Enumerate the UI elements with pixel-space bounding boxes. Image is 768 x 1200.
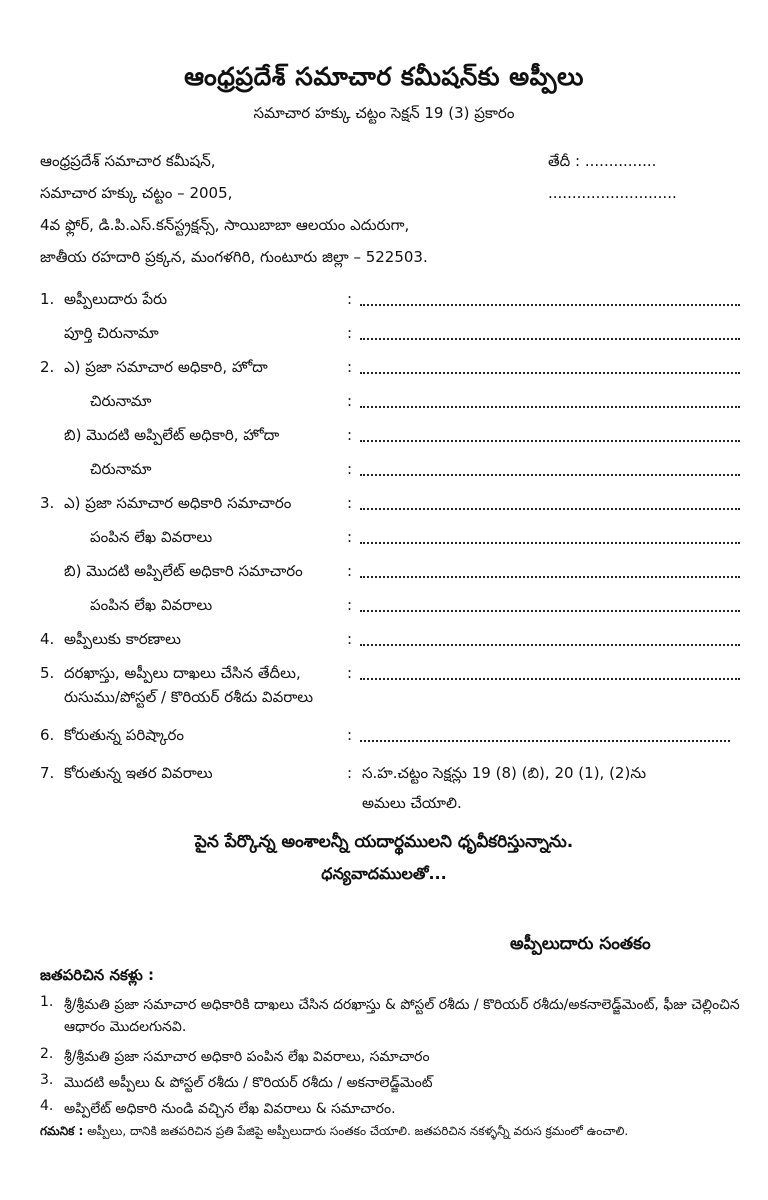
field-row-filing-dates[interactable] [40,664,740,686]
note-label: గమనిక : [40,1124,84,1138]
field-row-faa-designation[interactable] [40,426,740,448]
field-number: 4. [40,630,55,648]
field-colon: : [347,460,353,478]
field-row-faa-address[interactable] [40,460,740,482]
field-label: కోరుతున్న ఇతర వివరాలు [64,764,213,782]
field-row-pio-designation[interactable] [40,358,740,380]
field-number: 5. [40,664,55,682]
enclosure-item [40,1098,740,1120]
field-label: పూర్తి చిరునామా [64,324,159,342]
field-number: 7. [40,764,55,782]
enclosure-text: శ్రీ/శ్రీమతి ప్రజా సమాచార అధికారికి దాఖలు చేసిన దరఖాస్తు & పోస్టల్ రశీదు / కొరియర్ రశీదు/అకనాలెడ్జ్‌మెంట్, ఫీజు చెల్లించిన ఆధారం మొదలగునవి. [64,997,740,1035]
fill-line[interactable] [360,508,740,510]
fill-line[interactable] [360,542,740,544]
enclosure-item [40,1046,740,1068]
note-text: అప్పీలు, దానికి జతపరిచిన ప్రతి పేజిపై అప్పీలుదారు సంతకం చేయాలి. జతపరిచిన నకళ్ళన్నీ వరుస క్రమంలో ఉంచాలి. [87,1124,629,1138]
field-row-other-details [40,764,740,786]
field-colon: : [347,324,353,342]
fill-line[interactable] [360,644,740,646]
address-line-2: సమాచార హక్కు చట్టం – 2005, [40,184,233,202]
field-number: 3. [40,494,55,512]
field-row-relief-sought[interactable] [40,726,740,748]
field-label: అప్పీలుకు కారణాలు [64,630,181,648]
field-colon: : [347,664,353,682]
field-7-value-line-2: అమలు చేయాలి. [362,794,462,812]
fill-line[interactable] [360,440,740,442]
field-label: బి) మొదటి అప్పిలేట్ అధికారి, హోదా [64,426,280,444]
note [40,1124,740,1141]
field-label: బి) మొదటి అప్పిలేట్ అధికారి సమాచారం [64,562,303,580]
form-subtitle: సమాచార హక్కు చట్టం సెక్షన్ 19 (3) ప్రకారం [253,104,515,122]
field-colon: : [347,290,353,308]
field-label: దరఖాస్తు, అప్పీలు దాఖలు చేసిన తేదీలు, [64,664,301,682]
field-row-other-details-cont [40,794,740,816]
declaration-text: పైన పేర్కొన్న అంశాలన్నీ యదార్థములని ధృవీకరిస్తున్నాను. [194,832,574,852]
field-colon: : [347,494,353,512]
enclosure-item [40,1072,740,1094]
date-value: ............... [584,152,657,170]
fill-line[interactable] [360,338,740,340]
fill-line[interactable] [360,678,740,680]
field-number: 1. [40,290,55,308]
field-colon: : [347,358,353,376]
field-colon: : [347,630,353,648]
field-7-value-line-1: స.హ.చట్టం సెక్షన్లు 19 (8) (బి), 20 (1), (2)ను [362,764,647,782]
field-row-full-address[interactable] [40,324,740,346]
field-row-fee-receipt [40,688,740,710]
fill-line[interactable] [360,474,740,476]
address-line-1: ఆంధ్రప్రదేశ్ సమాచార కమీషన్, [40,152,216,170]
address-line-3: 4వ ఫ్లోర్, డి.పి.ఎస్.కన్‌స్ట్రక్షన్స్, సాయిబాబా ఆలయం ఎదురుగా, [40,216,410,234]
date-second-line[interactable]: ........................... [548,184,677,202]
enclosure-text: మొదటి అప్పీలు & పోస్టల్ రశీదు / కొరియర్ రశీదు / అకనాలెడ్జ్‌మెంట్ [64,1075,433,1091]
date-label: తేదీ : [548,152,581,170]
field-colon: : [347,392,353,410]
form-title: ఆంధ్రప్రదేశ్ సమాచార కమీషన్‌కు అప్పీలు [184,62,584,91]
field-row-appeal-reasons[interactable] [40,630,740,652]
field-label: పంపిన లేఖ వివరాలు [90,528,213,546]
fill-line[interactable] [360,610,740,612]
fill-line[interactable] [360,740,730,742]
date-field[interactable] [548,152,656,174]
field-row-pio-info[interactable] [40,494,740,516]
field-number: 6. [40,726,55,744]
enclosure-item [40,994,740,1038]
enclosures-heading: జతపరిచిన నకళ్లు : [40,966,154,984]
field-number: 2. [40,358,55,376]
enclosure-number: 4. [40,1098,54,1114]
field-row-pio-letter-details[interactable] [40,528,740,550]
enclosure-number: 3. [40,1072,54,1088]
field-colon: : [347,726,353,744]
field-colon: : [347,596,353,614]
enclosure-number: 2. [40,1046,54,1062]
field-colon: : [347,426,353,444]
fill-line[interactable] [360,372,740,374]
fill-line[interactable] [360,576,740,578]
enclosure-text: అప్పిలేట్ అధికారి నుండి వచ్చిన లేఖ వివరాలు & సమాచారం. [64,1101,396,1117]
fill-line[interactable] [360,304,740,306]
field-row-faa-info[interactable] [40,562,740,584]
field-label: ఎ) ప్రజా సమాచార అధికారి, హోదా [64,358,268,376]
field-row-faa-letter-details[interactable] [40,596,740,618]
field-label: అప్పీలుదారు పేరు [64,290,168,308]
enclosure-text: శ్రీ/శ్రీమతి ప్రజా సమాచార అధికారి పంపిన లేఖ వివరాలు, సమాచారం [64,1049,430,1065]
thanks-text: ధన్యవాదములతో... [321,864,447,883]
field-label: చిరునామా [90,460,152,478]
field-label: కోరుతున్న పరిష్కారం [64,726,184,744]
signature-label: అప్పీలుదారు సంతకం [510,934,651,954]
field-label: పంపిన లేఖ వివరాలు [90,596,213,614]
field-label: రుసుము/పోస్టల్ / కొరియర్ రశీదు వివరాలు [64,688,314,706]
field-colon: : [347,562,353,580]
fill-line[interactable] [360,406,740,408]
field-label: ఎ) ప్రజా సమాచార అధికారి సమాచారం [64,494,292,512]
field-label: చిరునామా [90,392,152,410]
enclosure-number: 1. [40,994,54,1010]
field-colon: : [347,528,353,546]
address-line-4: జాతీయ రహదారి ప్రక్కన, మంగళగిరి, గుంటూరు జిల్లా – 522503. [40,248,428,266]
field-row-pio-address[interactable] [40,392,740,414]
field-colon: : [347,764,353,782]
field-row-appellant-name[interactable] [40,290,740,312]
